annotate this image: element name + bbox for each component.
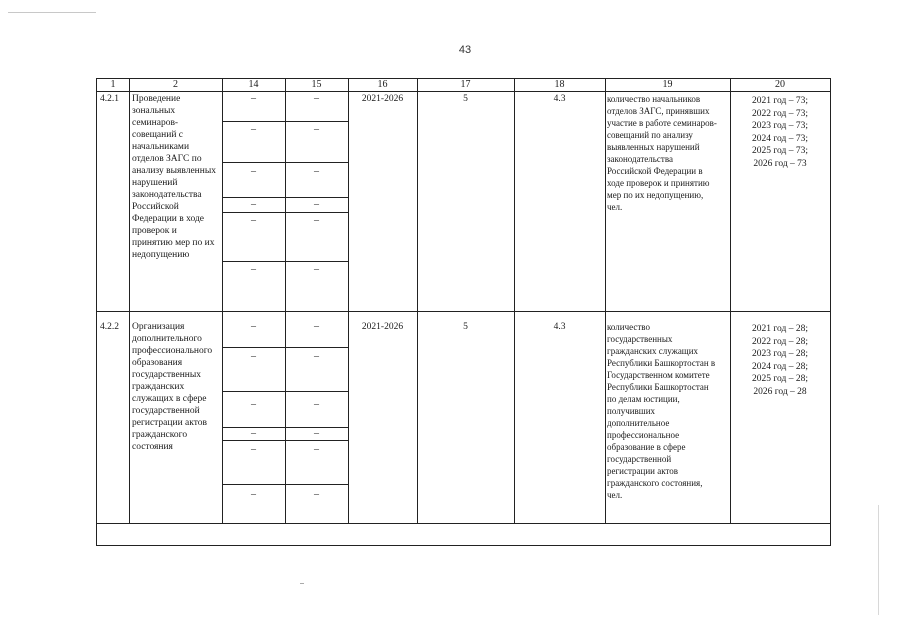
subrow-line [222, 440, 348, 441]
column-divider [285, 79, 286, 523]
year-values: 2021 год – 28; 2022 год – 28; 2023 год – 28; 2024 год – 28; 2025 год – 28; 2026 год – 28 [752, 324, 808, 397]
dash-cell: – [314, 199, 319, 210]
dash-cell: – [251, 444, 256, 455]
subrow-line [222, 197, 348, 198]
subrow-line [222, 347, 348, 348]
dash-cell: – [251, 428, 256, 439]
header-cell: 14 [248, 79, 259, 90]
header-cell: 1 [110, 79, 116, 90]
header-cell: 19 [662, 79, 673, 90]
period: 2021-2026 [361, 94, 404, 104]
dash-cell: – [314, 166, 319, 177]
header-cell: 15 [311, 79, 322, 90]
column-divider [605, 79, 606, 523]
period: 2021-2026 [361, 322, 404, 332]
header-cell: 18 [554, 79, 565, 90]
scan-edge-line [878, 505, 879, 615]
subrow-line [222, 484, 348, 485]
dash-cell: – [314, 264, 319, 275]
row-divider [97, 523, 830, 524]
dash-cell: – [314, 215, 319, 226]
header-cell: 16 [377, 79, 388, 90]
dash-cell: – [314, 489, 319, 500]
dash-cell: – [251, 351, 256, 362]
activity-name: Проведение зональных семинаров- совещаний с начальниками отделов ЗАГС по анализу выявленных нарушений законодательства Российской Федерации в ходе проверок и принятию мер по их недопущению [132, 94, 216, 260]
header-bottom-line [97, 91, 830, 92]
col18-value: 4.3 [553, 322, 566, 332]
dash-cell: – [314, 124, 319, 135]
dash-cell: – [314, 444, 319, 455]
header-cell: 17 [460, 79, 471, 90]
dash-cell: – [251, 489, 256, 500]
subrow-line [222, 162, 348, 163]
column-divider [417, 79, 418, 523]
column-divider [129, 79, 130, 523]
dash-cell: – [251, 93, 256, 104]
dash-cell: – [314, 93, 319, 104]
col17-value: 5 [463, 94, 468, 104]
col17-value: 5 [463, 322, 468, 332]
header-cell: 20 [775, 79, 785, 90]
page-number: 43 [458, 44, 472, 56]
column-divider [514, 79, 515, 523]
scan-speck [300, 583, 304, 584]
dash-cell: – [251, 166, 256, 177]
dash-cell: – [314, 399, 319, 410]
dash-cell: – [251, 264, 256, 275]
dash-cell: – [251, 399, 256, 410]
data-table [96, 78, 831, 546]
dash-cell: – [251, 124, 256, 135]
column-divider [348, 79, 349, 523]
indicator-text: количество начальников отделов ЗАГС, принявших участие в работе семинаров- совещаний по анализу выявленных нарушений законодательства Российской Федерации в ходе проверок и принятию мер по их недопущению, чел. [607, 94, 717, 212]
row-id: 4.2.2 [100, 322, 119, 332]
col18-value: 4.3 [553, 94, 566, 104]
row-id: 4.2.1 [100, 94, 119, 104]
subrow-line [222, 212, 348, 213]
dash-cell: – [314, 428, 319, 439]
year-values: 2021 год – 73; 2022 год – 73; 2023 год – 73; 2024 год – 73; 2025 год – 73; 2026 год – 73 [752, 96, 808, 169]
dash-cell: – [251, 321, 256, 332]
subrow-line [222, 121, 348, 122]
column-divider [222, 79, 223, 523]
activity-name: Организация дополнительного профессионального образования государственных гражданских служащих в сфере государственной регистрации актов гражданского состояния [132, 322, 213, 452]
dash-cell: – [314, 321, 319, 332]
subrow-line [222, 261, 348, 262]
subrow-line [222, 391, 348, 392]
indicator-text: количество государственных гражданских служащих Республики Башкортостан в Государственном комитете Республики Башкортостан по делам юстиции, получивших дополнительное профессиональное образование в сфере государственной регистрации актов гражданского состояния, чел. [607, 322, 716, 500]
header-cell: 2 [173, 79, 178, 90]
dash-cell: – [251, 199, 256, 210]
scan-corner-mark [8, 12, 96, 13]
dash-cell: – [251, 215, 256, 226]
dash-cell: – [314, 351, 319, 362]
row-divider [97, 311, 830, 312]
